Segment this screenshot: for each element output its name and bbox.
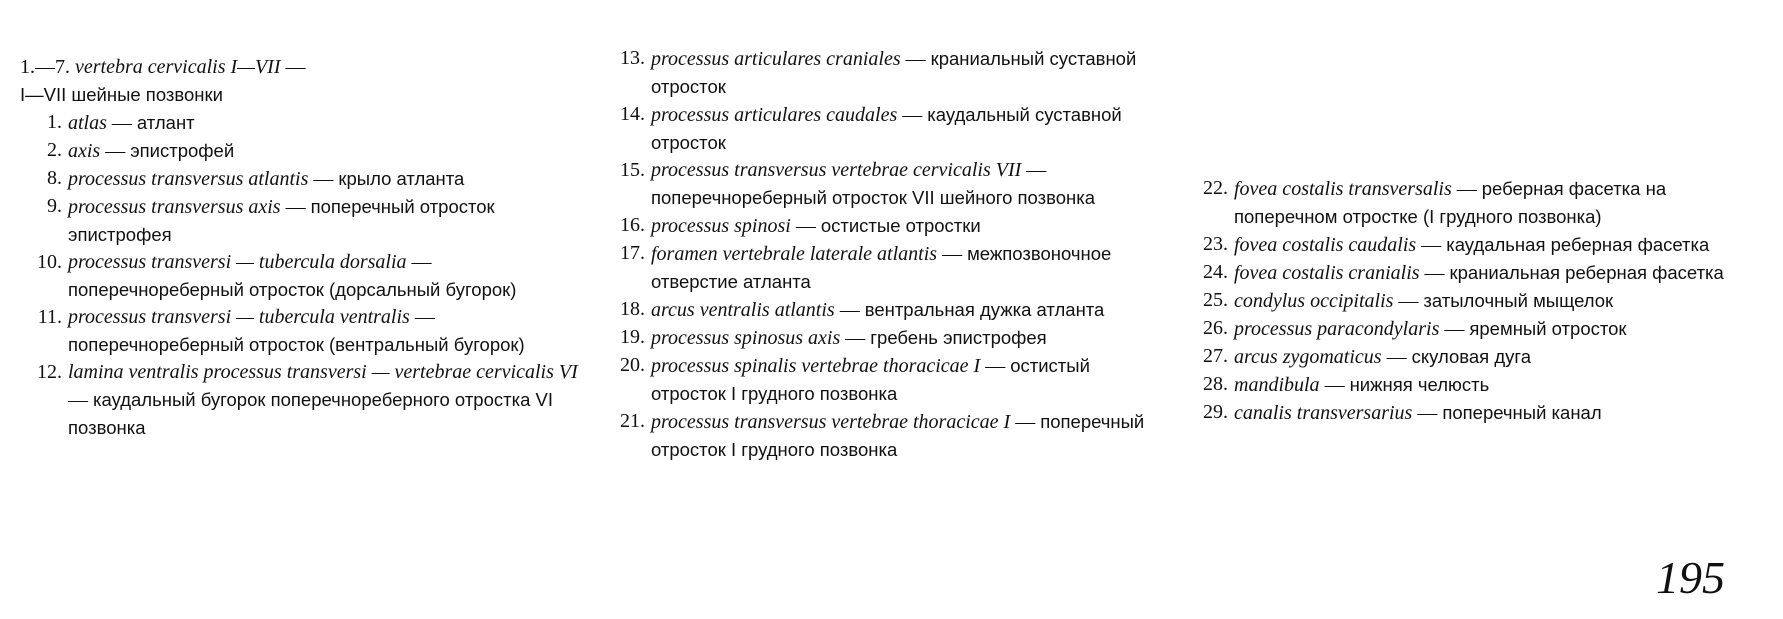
latin-term: foramen vertebrale laterale atlantis	[651, 243, 938, 265]
legend-entry	[1185, 399, 1745, 427]
latin-term: fovea costalis caudalis	[1234, 234, 1417, 256]
entry-number: 16.	[620, 214, 645, 236]
entry-text: processus spinosus axis — гребень эпистрофея	[651, 327, 1047, 349]
legend-entry	[605, 101, 1165, 157]
entry-number: 15.	[620, 159, 645, 181]
russian-term: нижняя челюсть	[1349, 374, 1490, 395]
russian-term: реберная фасетка на поперечном отростке (I грудного позвонка)	[1234, 178, 1667, 227]
latin-term: lamina ventralis processus transversi — vertebrae cervicalis VI	[68, 361, 578, 383]
legend-entry	[20, 359, 580, 442]
legend-entry	[605, 352, 1165, 408]
latin-term: processus transversus vertebrae thoracicae I	[651, 411, 1011, 433]
latin-term: processus transversi — tubercula ventralis	[68, 306, 410, 328]
entry-number: 1.	[47, 111, 62, 133]
latin-term: fovea costalis cranialis	[1234, 262, 1420, 284]
entry-text: processus transversi — tubercula ventralis — поперечнореберный отросток (вентральный бугорок)	[68, 306, 525, 355]
legend-entry	[1185, 259, 1745, 287]
latin-term: vertebra cervicalis I—VII	[75, 56, 281, 78]
russian-term: поперечнореберный отросток (дорсальный бугорок)	[68, 279, 517, 300]
latin-term: processus transversus vertebrae cervicalis VII	[651, 159, 1022, 181]
entry-text: processus transversi — tubercula dorsalia — поперечнореберный отросток (дорсальный бугорок)	[68, 251, 517, 300]
entry-text: lamina ventralis processus transversi — vertebrae cervicalis VI — каудальный бугорок поперечнореберного отростка VI позвонка	[68, 361, 578, 438]
entry-text: vertebra cervicalis I—VII — I—VII шейные позвонки	[20, 56, 306, 105]
latin-term: processus transversi — tubercula dorsalia	[68, 251, 407, 273]
latin-term: processus paracondylaris	[1234, 318, 1440, 340]
legend-entry	[20, 137, 580, 165]
legend-entry	[20, 249, 580, 304]
entry-number: 1.—7.	[20, 56, 70, 78]
legend-column-3	[1185, 175, 1745, 427]
legend-entry	[605, 296, 1165, 324]
entry-text: processus spinosi — остистые отростки	[651, 215, 981, 237]
latin-term: canalis transversarius	[1234, 402, 1413, 424]
legend-entry	[605, 240, 1165, 296]
entry-text: foramen vertebrale laterale atlantis — межпозвоночное отверстие атланта	[651, 243, 1112, 292]
russian-term: затылочный мыщелок	[1423, 290, 1614, 311]
russian-term: эпистрофей	[130, 140, 235, 161]
latin-term: processus articulares caudales	[651, 104, 898, 126]
entry-number: 23.	[1203, 233, 1228, 255]
russian-term: поперечнореберный отросток (вентральный бугорок)	[68, 334, 525, 355]
entry-text: fovea costalis caudalis — каудальная реберная фасетка	[1234, 234, 1710, 256]
legend-entry	[1185, 315, 1745, 343]
entry-text: axis — эпистрофей	[68, 140, 235, 162]
russian-term: каудальный суставной отросток	[651, 104, 1122, 153]
entry-text: arcus zygomaticus — скуловая дуга	[1234, 346, 1532, 368]
russian-term: крыло атланта	[338, 168, 465, 189]
entry-text: processus articulares caudales — каудальный суставной отросток	[651, 104, 1122, 153]
legend-entry	[1185, 287, 1745, 315]
russian-term: остистый отросток I грудного позвонка	[651, 355, 1090, 404]
legend-entry	[605, 324, 1165, 352]
entry-number: 26.	[1203, 317, 1228, 339]
entry-number: 21.	[620, 410, 645, 432]
legend-entry	[605, 45, 1165, 101]
latin-term: processus spinosi	[651, 215, 791, 237]
legend-entry	[20, 165, 580, 193]
entry-number: 17.	[620, 242, 645, 264]
entry-number: 29.	[1203, 401, 1228, 423]
entry-number: 2.	[47, 139, 62, 161]
entry-number: 12.	[37, 361, 62, 383]
entry-number: 13.	[620, 47, 645, 69]
legend-entry	[1185, 231, 1745, 259]
entry-number: 27.	[1203, 345, 1228, 367]
entry-number: 18.	[620, 298, 645, 320]
entry-number: 8.	[47, 167, 62, 189]
entry-number: 25.	[1203, 289, 1228, 311]
russian-term: гребень эпистрофея	[870, 327, 1047, 348]
entry-text: processus spinalis vertebrae thoracicae I — остистый отросток I грудного позвонка	[651, 355, 1090, 404]
entry-text: condylus occipitalis — затылочный мыщелок	[1234, 290, 1614, 312]
entry-number: 19.	[620, 326, 645, 348]
entry-number: 20.	[620, 354, 645, 376]
latin-term: processus transversus atlantis	[68, 168, 309, 190]
entry-text: processus transversus vertebrae cervicalis VII — поперечнореберный отросток VII шейного позвонка	[651, 159, 1096, 208]
entry-number: 22.	[1203, 177, 1228, 199]
russian-term: межпозвоночное отверстие атланта	[651, 243, 1112, 292]
entry-text: fovea costalis cranialis — краниальная реберная фасетка	[1234, 262, 1724, 284]
russian-term: поперечный канал	[1442, 402, 1602, 423]
russian-term: скуловая дуга	[1411, 346, 1532, 367]
entry-text: processus articulares craniales — краниальный суставной отросток	[651, 48, 1137, 97]
entry-number: 24.	[1203, 261, 1228, 283]
latin-term: arcus ventralis atlantis	[651, 299, 835, 321]
latin-term: processus articulares craniales	[651, 48, 901, 70]
latin-term: condylus occipitalis	[1234, 290, 1394, 312]
latin-term: processus spinosus axis	[651, 327, 841, 349]
russian-term: поперечный отросток эпистрофея	[68, 196, 495, 245]
latin-term: processus spinalis vertebrae thoracicae I	[651, 355, 981, 377]
legend-entry	[1185, 343, 1745, 371]
russian-term: поперечнореберный отросток VII шейного позвонка	[651, 187, 1096, 208]
legend-entry	[20, 109, 580, 137]
legend-entry	[605, 157, 1165, 212]
entry-text: processus transversus atlantis — крыло атланта	[68, 168, 465, 190]
latin-term: fovea costalis transversalis	[1234, 178, 1452, 200]
entry-number: 28.	[1203, 373, 1228, 395]
entry-text: processus paracondylaris — яремный отросток	[1234, 318, 1627, 340]
entry-number: 11.	[37, 306, 62, 328]
latin-term: processus transversus axis	[68, 196, 281, 218]
entry-text: canalis transversarius — поперечный канал	[1234, 402, 1602, 424]
russian-term: остистые отростки	[820, 215, 981, 236]
russian-term: краниальная реберная фасетка	[1449, 262, 1724, 283]
entry-number: 14.	[620, 103, 645, 125]
russian-term: каудальная реберная фасетка	[1446, 234, 1710, 255]
russian-term: вентральная дужка атланта	[864, 299, 1105, 320]
latin-term: axis	[68, 140, 101, 162]
latin-term: mandibula	[1234, 374, 1320, 396]
legend-entry	[1185, 175, 1745, 231]
latin-term: atlas	[68, 112, 107, 134]
entry-text: arcus ventralis atlantis — вентральная дужка атланта	[651, 299, 1105, 321]
russian-term: атлант	[136, 112, 195, 133]
entry-number: 9.	[47, 195, 62, 217]
entry-text: fovea costalis transversalis — реберная фасетка на поперечном отростке (I грудного позвонка)	[1234, 178, 1667, 227]
latin-term: arcus zygomaticus	[1234, 346, 1382, 368]
legend-entry	[1185, 371, 1745, 399]
page-number: 195	[1656, 552, 1725, 603]
russian-term: яремный отросток	[1469, 318, 1627, 339]
legend-entry	[20, 193, 580, 249]
legend-entry	[605, 212, 1165, 240]
entry-text: atlas — атлант	[68, 112, 195, 134]
legend-entry	[20, 304, 580, 359]
russian-term: поперечный отросток I грудного позвонка	[651, 411, 1145, 460]
russian-term: I—VII шейные позвонки	[20, 84, 223, 105]
entry-text: processus transversus axis — поперечный отросток эпистрофея	[68, 196, 495, 245]
russian-term: каудальный бугорок поперечнореберного отростка VI позвонка	[68, 389, 553, 438]
legend-column-1	[20, 54, 580, 442]
legend-entry	[20, 54, 580, 109]
russian-term: краниальный суставной отросток	[651, 48, 1137, 97]
entry-text: mandibula — нижняя челюсть	[1234, 374, 1490, 396]
entry-text: processus transversus vertebrae thoracicae I — поперечный отросток I грудного позвонка	[651, 411, 1145, 460]
legend-column-2	[605, 45, 1165, 464]
entry-number: 10.	[37, 251, 62, 273]
legend-entry	[605, 408, 1165, 464]
